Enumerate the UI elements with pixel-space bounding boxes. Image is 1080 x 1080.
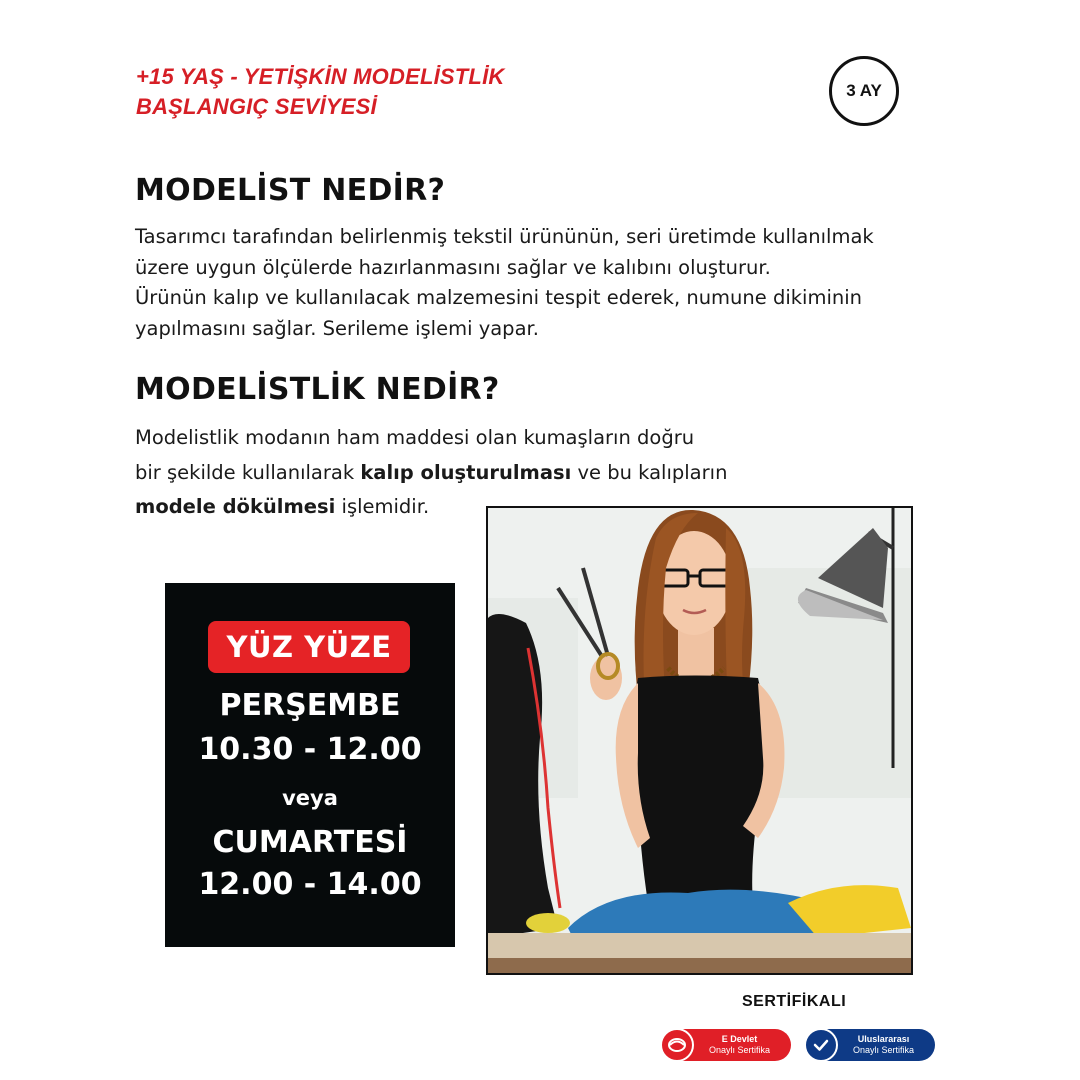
section-text-modelist [135,222,874,344]
duration-text: 3 AY [846,81,882,100]
text-line: yapılmasını sağlar. Serileme işlemi yapar. [135,316,539,340]
schedule-box [165,583,455,947]
e-devlet-certificate-badge [661,1029,791,1061]
duration-badge [829,56,899,126]
schedule-time-1: 10.30 - 12.00 [198,732,422,767]
course-headline [136,62,504,122]
text-line [135,456,727,491]
badge-subtitle: Onaylı Sertifika [708,1045,771,1055]
badge-text [694,1034,791,1056]
text-line: Ürünün kalıp ve kullanılacak malzemesini tespit ederek, numune dikiminin [135,286,863,309]
schedule-day-1: PERŞEMBE [219,688,401,723]
e-devlet-logo-icon [660,1028,694,1062]
schedule-day-2: CUMARTESİ [212,825,408,860]
tailor-illustration [488,508,911,973]
section-title-modelistlik: MODELİSTLİK NEDİR? [135,372,500,407]
checkmark-icon [804,1028,838,1062]
emphasis-text: kalıp oluşturulması [360,460,572,484]
format-tag: YÜZ YÜZE [208,621,410,673]
text-fragment: bir şekilde kullanılarak [135,460,361,484]
text-line: üzere uygun ölçülerde hazırlanmasını sağlar ve kalıbını oluşturur. [135,255,771,279]
schedule-or: veya [282,786,338,810]
course-title: +15 YAŞ - YETİŞKİN MODELİSTLİK [136,64,505,89]
certificate-label: SERTİFİKALI [742,993,847,1010]
section-title-modelist: MODELİST NEDİR? [135,173,446,208]
badge-subtitle: Onaylı Sertifika [852,1045,915,1055]
badge-text [838,1034,935,1056]
emphasis-text: modele dökülmesi [135,495,336,518]
text-fragment: işlemidir. [335,495,430,518]
text-line: Tasarımcı tarafından belirlenmiş tekstil ürününün, seri üretimde kullanılmak [135,225,874,248]
international-certificate-badge [805,1029,935,1061]
text-line: Modelistlik modanın ham maddesi olan kumaşların doğru [135,426,695,449]
badge-title: Uluslararası [857,1034,910,1044]
schedule-time-2: 12.00 - 14.00 [198,867,422,902]
badge-title: E Devlet [721,1034,758,1044]
text-fragment: ve bu kalıpların [571,460,728,484]
course-level: BAŞLANGIÇ SEVİYESİ [136,94,377,119]
tailor-photo [486,506,913,975]
